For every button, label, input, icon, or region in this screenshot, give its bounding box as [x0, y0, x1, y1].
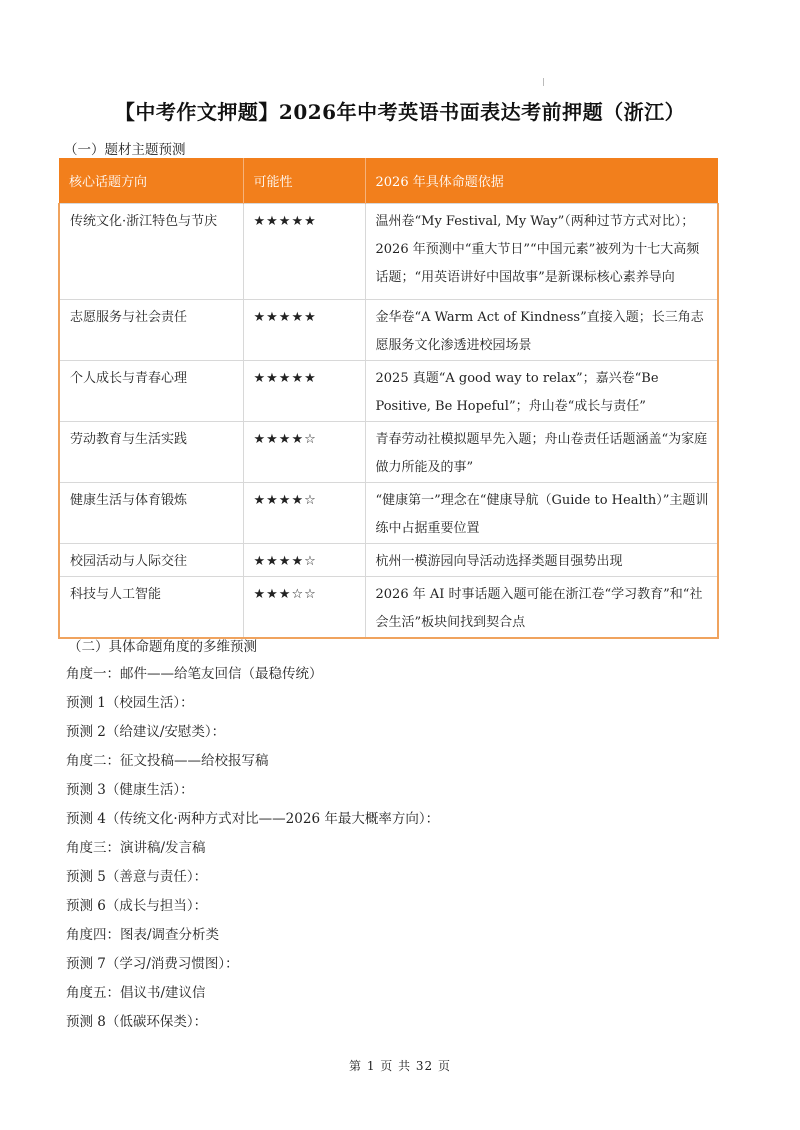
angle-heading: 角度二：征文投稿——给校报写稿	[66, 753, 269, 769]
prediction-item: 预测 3（健康生活）：	[66, 782, 194, 798]
table-row	[59, 543, 718, 576]
document-title: 【中考作文押题】2026年中考英语书面表达考前押题（浙江）	[114, 100, 686, 124]
table-row	[59, 299, 718, 360]
basis-cell: 2026 年 AI 时事话题入题可能在浙江卷“学习教育”和“社会生活”板块间找到契合点	[365, 576, 718, 638]
header-basis: 2026 年具体命题依据	[365, 158, 718, 203]
topic-prediction-table	[58, 158, 719, 639]
prediction-item: 预测 7（学习/消费习惯图）：	[66, 956, 239, 972]
table-row	[59, 482, 718, 543]
basis-cell: 温州卷“My Festival, My Way”（两种过节方式对比）；2026 年预测中“重大节日”“中国元素”被列为十七大高频话题；“用英语讲好中国故事”是新课标核心素养导向	[365, 203, 718, 299]
basis-cell: 杭州一模游园向导活动选择类题目强势出现	[365, 543, 718, 576]
topic-cell: 校园活动与人际交往	[59, 543, 243, 576]
star-rating: ★★★☆☆	[243, 576, 365, 638]
basis-cell: 金华卷“A Warm Act of Kindness”直接入题；长三角志愿服务文化渗透进校园场景	[365, 299, 718, 360]
table-row	[59, 360, 718, 421]
star-rating: ★★★★★	[243, 299, 365, 360]
table-row	[59, 203, 718, 299]
topic-cell: 健康生活与体育锻炼	[59, 482, 243, 543]
header-likelihood: 可能性	[243, 158, 365, 203]
angle-heading: 角度一：邮件——给笔友回信（最稳传统）	[66, 666, 323, 682]
prediction-item: 预测 4（传统文化·两种方式对比——2026 年最大概率方向）：	[66, 811, 440, 827]
header-topic: 核心话题方向	[59, 158, 243, 203]
topic-cell: 劳动教育与生活实践	[59, 421, 243, 482]
prediction-item: 预测 2（给建议/安慰类）：	[66, 724, 226, 740]
prediction-item: 预测 1（校园生活）：	[66, 695, 194, 711]
star-rating: ★★★★★	[243, 203, 365, 299]
angle-heading: 角度五：倡议书/建议信	[66, 985, 206, 1001]
section-heading-topics: （一）题材主题预测	[64, 142, 186, 158]
angle-heading: 角度四：图表/调查分析类	[66, 927, 220, 943]
topic-cell: 志愿服务与社会责任	[59, 299, 243, 360]
prediction-item: 预测 5（善意与责任）：	[66, 869, 208, 885]
table-row	[59, 421, 718, 482]
section-heading-angles: （二）具体命题角度的多维预测	[68, 639, 257, 655]
topic-cell: 个人成长与青春心理	[59, 360, 243, 421]
star-rating: ★★★★★	[243, 360, 365, 421]
star-rating: ★★★★☆	[243, 482, 365, 543]
topic-cell: 科技与人工智能	[59, 576, 243, 638]
prediction-list	[66, 660, 439, 1037]
prediction-item: 预测 6（成长与担当）：	[66, 898, 208, 914]
basis-cell: “健康第一”理念在“健康导航（Guide to Health）”主题训练中占据重要位置	[365, 482, 718, 543]
basis-cell: 青春劳动社模拟题早先入题；舟山卷责任话题涵盖“为家庭做力所能及的事”	[365, 421, 718, 482]
star-rating: ★★★★☆	[243, 421, 365, 482]
scan-mark	[543, 78, 544, 86]
table-header-row	[59, 158, 718, 203]
star-rating: ★★★★☆	[243, 543, 365, 576]
page-footer: 第 1 页 共 32 页	[349, 1059, 451, 1073]
topic-cell: 传统文化·浙江特色与节庆	[59, 203, 243, 299]
table-row	[59, 576, 718, 638]
angle-heading: 角度三：演讲稿/发言稿	[66, 840, 206, 856]
prediction-item: 预测 8（低碳环保类）：	[66, 1014, 208, 1030]
basis-cell: 2025 真题“A good way to relax”；嘉兴卷“Be Positive, Be Hopeful”；舟山卷“成长与责任”	[365, 360, 718, 421]
